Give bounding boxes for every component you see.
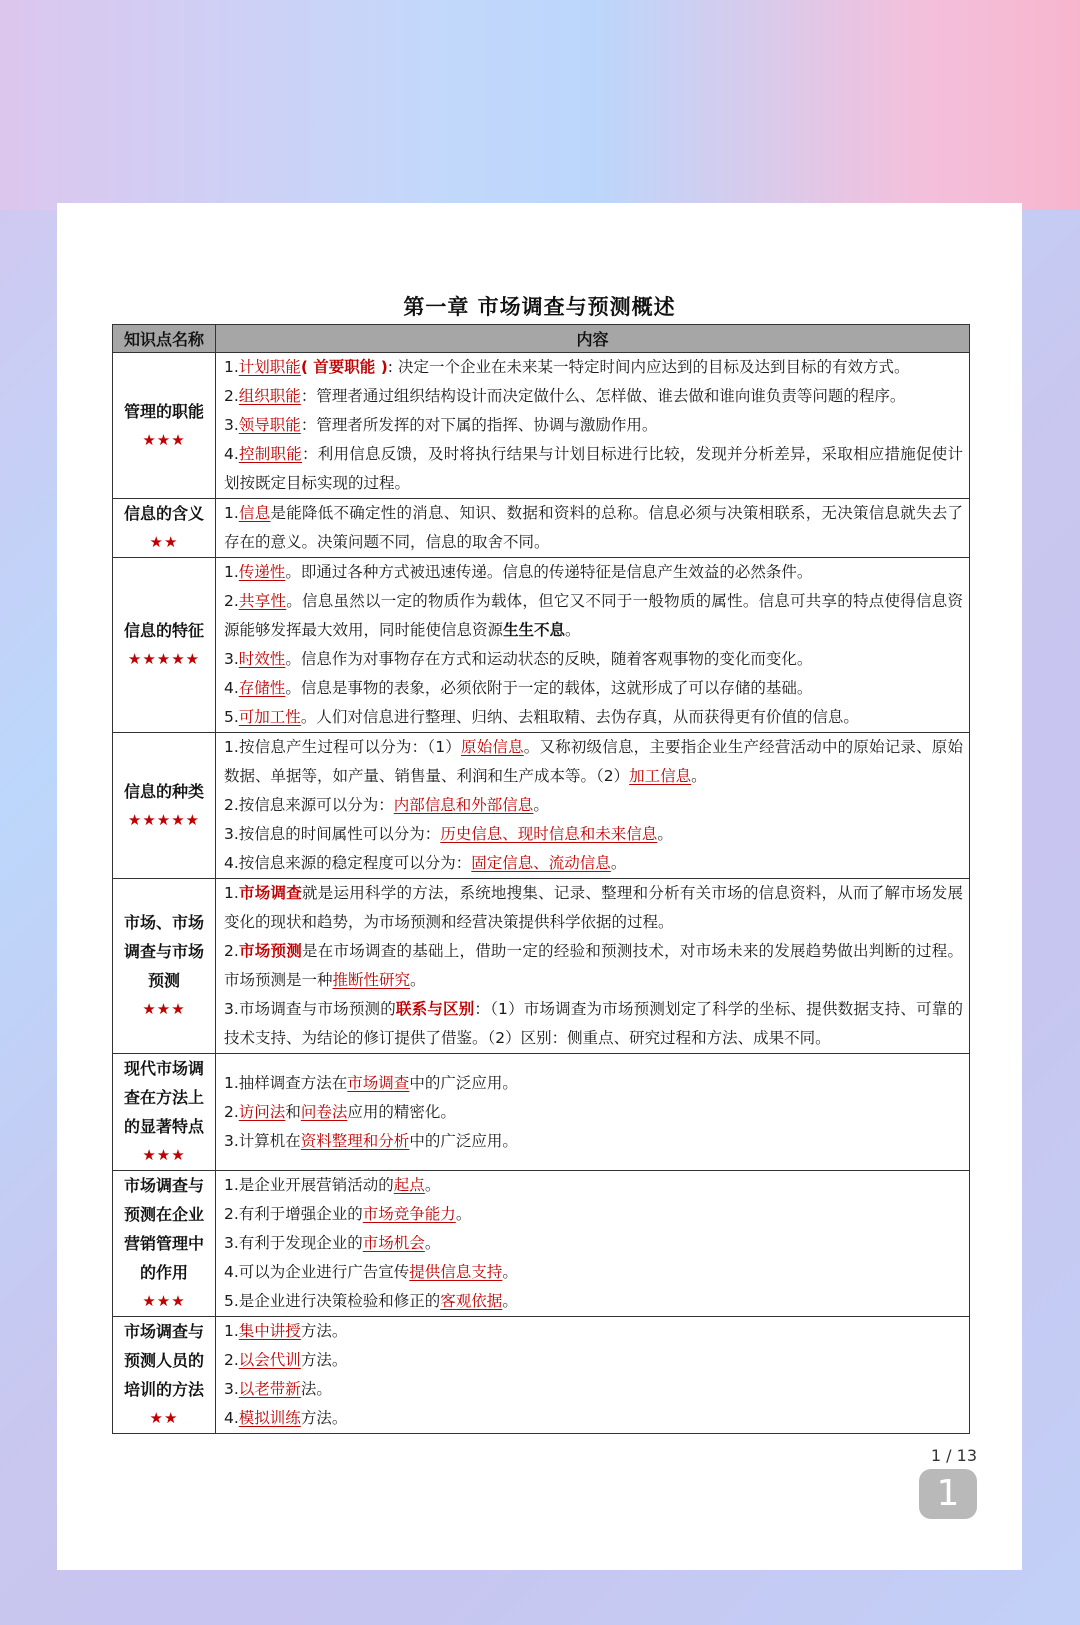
content-text: 3.计算机在 bbox=[224, 1131, 301, 1150]
content-text: 。 bbox=[691, 767, 707, 785]
content-text: 1.按信息产生过程可以分为：（1） bbox=[224, 738, 461, 756]
content-line bbox=[224, 558, 963, 587]
importance-stars: ★★★ bbox=[142, 1000, 186, 1018]
name-line: 信息的含义 bbox=[123, 504, 204, 523]
content-text: 。即通过各种方式被迅速传递。信息的传递特征是信息产生效益的必然条件。 bbox=[285, 563, 813, 581]
content-line bbox=[224, 645, 963, 674]
content-text: 3.有利于发现企业的 bbox=[224, 1234, 363, 1252]
content-line bbox=[224, 1287, 963, 1316]
knowledge-content bbox=[216, 733, 970, 879]
key-term: 控制职能 bbox=[238, 445, 303, 463]
content-text: 是能降低不确定性的消息、知识、数据和资料的总称。信息必须与决策相联系，无决策信息就失去了存在的意义。决策问题不同，信息的取舍不同。 bbox=[224, 504, 963, 551]
name-line: 培训的方法 bbox=[123, 1380, 204, 1399]
table-row bbox=[113, 499, 970, 558]
content-text: 3. bbox=[224, 650, 239, 668]
name-line: 的作用 bbox=[139, 1263, 188, 1282]
content-line bbox=[224, 995, 963, 1053]
importance-stars: ★★ bbox=[149, 1409, 179, 1427]
importance-stars: ★★★ bbox=[142, 430, 186, 449]
knowledge-point-name bbox=[113, 353, 216, 499]
importance-stars: ★★★ bbox=[142, 1292, 186, 1310]
emphasis-text: ( bbox=[300, 358, 308, 376]
name-line: 信息的种类 bbox=[123, 781, 204, 801]
content-text: 4.按信息来源的稳定程度可以分为： bbox=[224, 854, 472, 872]
content-text: 4. bbox=[224, 445, 239, 463]
page-indicator: 1 / 13 bbox=[930, 1446, 977, 1465]
key-term: 内部信息和外部信息 bbox=[393, 796, 534, 814]
table-row bbox=[113, 1054, 970, 1171]
importance-stars: ★★ bbox=[149, 533, 179, 551]
name-line: 信息的特征 bbox=[123, 621, 204, 640]
content-text: 1.抽样调查方法在 bbox=[224, 1073, 348, 1092]
key-term: 存储性 bbox=[238, 679, 286, 697]
content-text: 。信息作为对事物存在方式和运动状态的反映，随着客观事物的变化而变化。 bbox=[285, 650, 813, 668]
content-text: 1. bbox=[224, 563, 239, 581]
knowledge-point-name bbox=[113, 733, 216, 879]
content-text: 是在市场调查的基础上，借助一定的经验和预测技术，对市场未来的发展趋势做出判断的过程。市场预测是一种 bbox=[224, 942, 963, 989]
knowledge-point-name bbox=[113, 879, 216, 1054]
content-text: 。 bbox=[424, 1176, 441, 1194]
content-text: 2.有利于增强企业的 bbox=[224, 1205, 363, 1223]
table-row bbox=[113, 733, 970, 879]
content-text: 4.可以为企业进行广告宣传 bbox=[224, 1263, 410, 1281]
content-text: 就是运用科学的方法，系统地搜集、记录、整理和分析有关市场的信息资料，从而了解市场发展变化的现状和趋势，为市场预测和经营决策提供科学依据的过程。 bbox=[224, 884, 963, 931]
key-term: 资料整理和分析 bbox=[300, 1131, 410, 1150]
content-line bbox=[224, 820, 963, 849]
content-line bbox=[224, 440, 963, 498]
content-line bbox=[224, 1375, 963, 1404]
knowledge-point-name bbox=[113, 558, 216, 733]
knowledge-point-name bbox=[113, 1317, 216, 1434]
content-text: 1. bbox=[224, 358, 239, 376]
knowledge-content bbox=[216, 879, 970, 1054]
content-line bbox=[224, 499, 963, 557]
content-text: 方法。 bbox=[300, 1351, 348, 1369]
content-line bbox=[224, 791, 963, 820]
content-line bbox=[224, 674, 963, 703]
content-text: 方法。 bbox=[300, 1322, 348, 1340]
key-term: 固定信息、流动信息 bbox=[471, 854, 611, 872]
content-line bbox=[224, 1069, 963, 1098]
content-text: 4. bbox=[224, 679, 239, 697]
content-line bbox=[224, 703, 963, 732]
content-text: 3.按信息的时间属性可以分为： bbox=[224, 825, 441, 843]
name-line: 市场调查与 bbox=[123, 1322, 204, 1341]
table-row bbox=[113, 1317, 970, 1434]
knowledge-content bbox=[216, 1171, 970, 1317]
key-term: 市场调查 bbox=[347, 1073, 410, 1092]
content-line bbox=[224, 1127, 963, 1156]
content-line bbox=[224, 1171, 963, 1200]
header-name: 知识点名称 bbox=[113, 325, 216, 353]
knowledge-table bbox=[112, 324, 970, 1434]
content-line bbox=[224, 849, 963, 878]
name-line: 市场调查与 bbox=[123, 1176, 204, 1195]
emphasis-text: 联系与区别 bbox=[395, 1000, 475, 1018]
key-term: 领导职能 bbox=[238, 416, 301, 434]
content-text: 。 bbox=[502, 1263, 518, 1281]
content-text: 。 bbox=[424, 1234, 441, 1252]
content-text: 。 bbox=[455, 1205, 472, 1223]
table-row bbox=[113, 558, 970, 733]
key-term: 市场机会 bbox=[362, 1234, 425, 1252]
background-gradient-header bbox=[0, 0, 1080, 210]
name-line: 预测在企业 bbox=[123, 1205, 204, 1224]
emphasis-text: 首要职能 bbox=[307, 358, 381, 376]
key-term: 集中讲授 bbox=[238, 1322, 301, 1340]
knowledge-content bbox=[216, 558, 970, 733]
content-line bbox=[224, 587, 963, 645]
emphasis-text: 市场调查 bbox=[238, 884, 303, 902]
content-text: ：管理者通过组织结构设计而决定做什么、怎样做、谁去做和谁向谁负责等问题的程序。 bbox=[300, 387, 906, 405]
knowledge-point-name bbox=[113, 1054, 216, 1171]
content-line bbox=[224, 1346, 963, 1375]
name-line: 调查与市场 bbox=[123, 942, 204, 961]
key-term: 可加工性 bbox=[238, 708, 301, 726]
content-text: 2. bbox=[224, 387, 239, 405]
knowledge-point-name bbox=[113, 1171, 216, 1317]
content-text: 。人们对信息进行整理、归纳、去粗取精、去伪存真，从而获得更有价值的信息。 bbox=[300, 708, 859, 726]
importance-stars: ★★★ bbox=[142, 1146, 186, 1164]
content-text: ：（1）市场调查为市场预测划定了科学的坐标、提供数据支持、可靠的技术支持、为结论的修订提供了借鉴。（2）区别：侧重点、研究过程和方法、成果不同。 bbox=[224, 1000, 963, 1047]
key-term: 组织职能 bbox=[238, 387, 301, 405]
name-line: 预测人员的 bbox=[123, 1351, 204, 1370]
content-text: 。信息虽然以一定的物质作为载体，但它又不同于一般物质的属性。信息可共享的特点使得信息资源能够发挥最大效用，同时能使信息资源 bbox=[224, 592, 963, 639]
key-term: 访问法 bbox=[238, 1102, 286, 1121]
content-text: 5.是企业进行决策检验和修正的 bbox=[224, 1292, 441, 1310]
table-row bbox=[113, 879, 970, 1054]
content-text: 2. bbox=[224, 1351, 239, 1369]
content-text: 3. bbox=[224, 1380, 239, 1398]
content-text: 1.是企业开展营销活动的 bbox=[224, 1176, 394, 1194]
key-term: 共享性 bbox=[238, 592, 287, 610]
content-text: 4. bbox=[224, 1409, 239, 1427]
content-text: 1. bbox=[224, 1322, 239, 1340]
content-line bbox=[224, 937, 963, 995]
content-text: : 决定一个企业在未来某一特定时间内应达到的目标及达到目标的有效方式。 bbox=[387, 358, 910, 376]
content-text: 。 bbox=[565, 621, 581, 639]
content-line bbox=[224, 1317, 963, 1346]
importance-stars: ★★★★★ bbox=[127, 650, 201, 668]
content-line bbox=[224, 1098, 963, 1127]
key-term: 推断性研究 bbox=[332, 971, 411, 989]
key-term: 信息 bbox=[238, 504, 271, 522]
content-line bbox=[224, 1229, 963, 1258]
content-text: 。又称初级信息，主要指企业生产经营活动中的原始记录、原始数据、单据等，如产量、销售量、利润和生产成本等。（2） bbox=[224, 738, 963, 785]
knowledge-content bbox=[216, 353, 970, 499]
name-line: 预测 bbox=[147, 971, 180, 990]
key-term: 历史信息、现时信息和未来信息 bbox=[440, 825, 658, 843]
key-term: 客观依据 bbox=[440, 1292, 503, 1310]
content-text: 和 bbox=[285, 1102, 301, 1121]
key-term: 原始信息 bbox=[461, 738, 524, 756]
page-number-badge[interactable]: 1 bbox=[919, 1469, 977, 1519]
content-text: 5. bbox=[224, 708, 239, 726]
key-term: 计划职能 bbox=[238, 358, 301, 376]
knowledge-content bbox=[216, 1054, 970, 1171]
content-line bbox=[224, 382, 963, 411]
content-text: 1. bbox=[224, 504, 239, 522]
header-content: 内容 bbox=[216, 325, 970, 353]
content-text: 3.市场调查与市场预测的 bbox=[224, 1000, 396, 1018]
content-text: 。 bbox=[657, 825, 673, 843]
content-line bbox=[224, 879, 963, 937]
knowledge-point-name bbox=[113, 499, 216, 558]
content-text: 。 bbox=[533, 796, 549, 814]
content-text: 应用的精密化。 bbox=[347, 1102, 456, 1121]
key-term: 起点 bbox=[393, 1176, 425, 1194]
emphasis-text: 市场预测 bbox=[238, 942, 303, 960]
content-text: ：管理者所发挥的对下属的指挥、协调与激励作用。 bbox=[300, 416, 658, 434]
document-page bbox=[57, 203, 1022, 1570]
content-text: 。 bbox=[610, 854, 627, 872]
key-term: 时效性 bbox=[238, 650, 286, 668]
content-text: 。 bbox=[502, 1292, 518, 1310]
table-row bbox=[113, 1171, 970, 1317]
content-line bbox=[224, 411, 963, 440]
name-line: 查在方法上 bbox=[123, 1088, 204, 1107]
content-text: ：利用信息反馈，及时将执行结果与计划目标进行比较，发现并分析差异，采取相应措施促使计划按既定目标实现的过程。 bbox=[224, 445, 963, 492]
name-line: 营销管理中 bbox=[123, 1234, 204, 1253]
content-text: 1. bbox=[224, 884, 239, 902]
content-text: 2. bbox=[224, 942, 239, 960]
content-text: 中的广泛应用。 bbox=[409, 1131, 518, 1150]
content-text: 中的广泛应用。 bbox=[409, 1073, 518, 1092]
content-text: 3. bbox=[224, 416, 239, 434]
key-term: 传递性 bbox=[238, 563, 286, 581]
name-line: 市场、市场 bbox=[123, 913, 204, 932]
content-line bbox=[224, 353, 963, 382]
emphasis-text: 生生不息 bbox=[503, 621, 566, 639]
key-term: 市场竞争能力 bbox=[362, 1205, 456, 1223]
table-row bbox=[113, 353, 970, 499]
importance-stars: ★★★★★ bbox=[127, 810, 201, 829]
page-title: 第一章 市场调查与预测概述 bbox=[403, 295, 676, 319]
content-text: 方法。 bbox=[300, 1409, 348, 1427]
knowledge-content bbox=[216, 1317, 970, 1434]
content-text: 。信息是事物的表象，必须依附于一定的载体，这就形成了可以存储的基础。 bbox=[285, 679, 813, 697]
key-term: 问卷法 bbox=[300, 1102, 348, 1121]
key-term: 模拟训练 bbox=[238, 1409, 301, 1427]
content-line bbox=[224, 1258, 963, 1287]
name-line: 管理的职能 bbox=[123, 401, 204, 421]
content-text: 2. bbox=[224, 592, 239, 610]
content-line bbox=[224, 1200, 963, 1229]
table-header-row bbox=[113, 325, 970, 353]
content-line bbox=[224, 1404, 963, 1433]
content-text: 法。 bbox=[300, 1380, 332, 1398]
key-term: 以会代训 bbox=[238, 1351, 301, 1369]
content-line bbox=[224, 733, 963, 791]
content-text: 。 bbox=[410, 971, 426, 989]
content-text: 2. bbox=[224, 1102, 239, 1121]
key-term: 加工信息 bbox=[629, 767, 692, 785]
emphasis-text: ) bbox=[380, 358, 388, 376]
name-line: 的显著特点 bbox=[123, 1117, 204, 1136]
knowledge-content bbox=[216, 499, 970, 558]
name-line: 现代市场调 bbox=[123, 1059, 204, 1078]
key-term: 以老带新 bbox=[238, 1380, 301, 1398]
content-text: 2.按信息来源可以分为： bbox=[224, 796, 394, 814]
key-term: 提供信息支持 bbox=[409, 1263, 503, 1281]
